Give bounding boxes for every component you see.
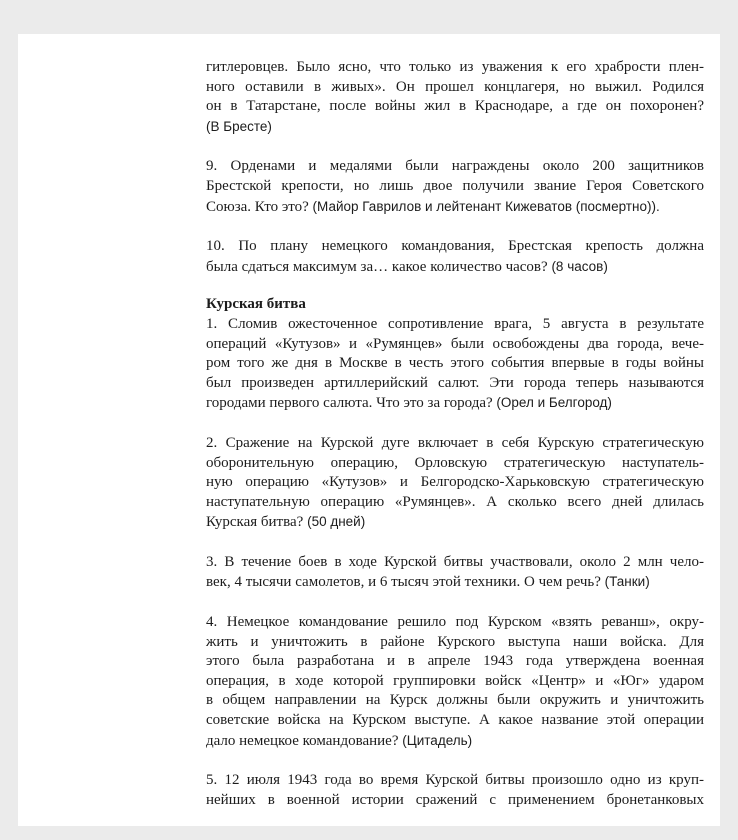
answer-text: (Майор Гаврилов и лейтенант Кижеватов (посмертно)). bbox=[312, 198, 660, 214]
text-line: ную операцию «Кутузов» и Белгородско-Харьковскую стратегическую bbox=[206, 474, 704, 491]
question-paragraph bbox=[206, 613, 704, 751]
question-paragraph bbox=[206, 315, 704, 414]
text-line: он в Татарстане, после войны жил в Краснодаре, а где он похоронен? bbox=[206, 98, 704, 115]
text-line: Брестской крепости, но лишь двое получили звание Героя Советского bbox=[206, 177, 704, 194]
text-line: ром того же дня в Москве в честь этого события впервые в годы войны bbox=[206, 355, 704, 372]
text-line-tail: городами первого салюта. Что это за города? bbox=[206, 395, 497, 412]
text-line: жить и уничтожить в районе Курского выступа наши войска. Для bbox=[206, 633, 704, 650]
text-line: в общем направлении на Курск должны были окружить и уничтожить bbox=[206, 692, 704, 709]
answer-text: (Цитадель) bbox=[402, 732, 473, 748]
answer-text: (Танки) bbox=[604, 574, 650, 590]
text-line-tail: Курская битва? bbox=[206, 514, 308, 531]
answer-text: (Орел и Белгород) bbox=[496, 395, 612, 411]
answer-line bbox=[206, 257, 704, 278]
question-paragraph bbox=[206, 434, 704, 533]
text-line: ного оставили в живых». Он прошел концлагеря, но выжил. Родился bbox=[206, 78, 704, 95]
question-paragraph bbox=[206, 771, 704, 810]
text-line: 4. Немецкое командование решило под Курском «взять реванш», окру- bbox=[206, 614, 704, 631]
text-line-tail: была сдаться максимум за… какое количество часов? bbox=[206, 258, 552, 275]
section-title: Курская битва bbox=[206, 296, 306, 313]
text-line: 2. Сражение на Курской дуге включает в себя Курскую стратегическую bbox=[206, 434, 704, 451]
question-paragraph bbox=[206, 58, 704, 137]
text-line-tail: век, 4 тысячи самолетов, и 6 тысяч этой техники. О чем речь? bbox=[206, 574, 605, 591]
answer-line bbox=[206, 117, 704, 138]
text-line: 9. Орденами и медалями были награждены около 200 защитников bbox=[206, 158, 704, 175]
text-line: этого была разработана и в апреле 1943 года утверждена военная bbox=[206, 653, 704, 670]
question-paragraph bbox=[206, 157, 704, 217]
text-line: гитлеровцев. Было ясно, что только из уважения к его храбрости плен- bbox=[206, 59, 704, 75]
text-line: наступательную операцию «Румянцев». А сколько всего дней длилась bbox=[206, 493, 704, 510]
text-line-tail: Союза. Кто это? bbox=[206, 198, 313, 215]
question-paragraph bbox=[206, 553, 704, 593]
text-line: операций «Кутузов» и «Румянцев» были освобождены два города, вече- bbox=[206, 335, 704, 352]
text-line: нейших в военной истории сражений с применением бронетанковых bbox=[206, 791, 704, 808]
answer-line bbox=[206, 393, 704, 414]
answer-line bbox=[206, 512, 704, 533]
section-kursk bbox=[206, 295, 704, 810]
text-line: 3. В течение боев в ходе Курской битвы участвовали, около 2 млн чело- bbox=[206, 553, 704, 570]
answer-text: (8 часов) bbox=[551, 258, 608, 274]
document-text bbox=[206, 58, 704, 826]
answer-line bbox=[206, 572, 704, 593]
text-line: 10. По плану немецкого командования, Брестская крепость должна bbox=[206, 238, 704, 255]
text-line: оборонительную операцию, Орловскую стратегическую наступатель- bbox=[206, 454, 704, 471]
text-line: операция, в ходе которой группировки войск «Центр» и «Юг» ударом bbox=[206, 672, 704, 689]
text-line: 5. 12 июля 1943 года во время Курской битвы произошло одно из круп- bbox=[206, 772, 704, 789]
answer-line bbox=[206, 197, 704, 218]
text-line: был произведен артиллерийский салют. Эти города теперь называются bbox=[206, 374, 704, 391]
text-line-tail: дало немецкое командование? bbox=[206, 732, 403, 749]
text-line: советские войска на Курском выступе. А какое название этой операции bbox=[206, 712, 704, 729]
answer-text: (В Бресте) bbox=[206, 118, 272, 134]
question-paragraph bbox=[206, 237, 704, 277]
document-page bbox=[18, 34, 720, 826]
answer-text: (50 дней) bbox=[307, 514, 366, 530]
answer-line bbox=[206, 731, 704, 752]
text-line: 1. Сломив ожесточенное сопротивление врага, 5 августа в результате bbox=[206, 315, 704, 332]
